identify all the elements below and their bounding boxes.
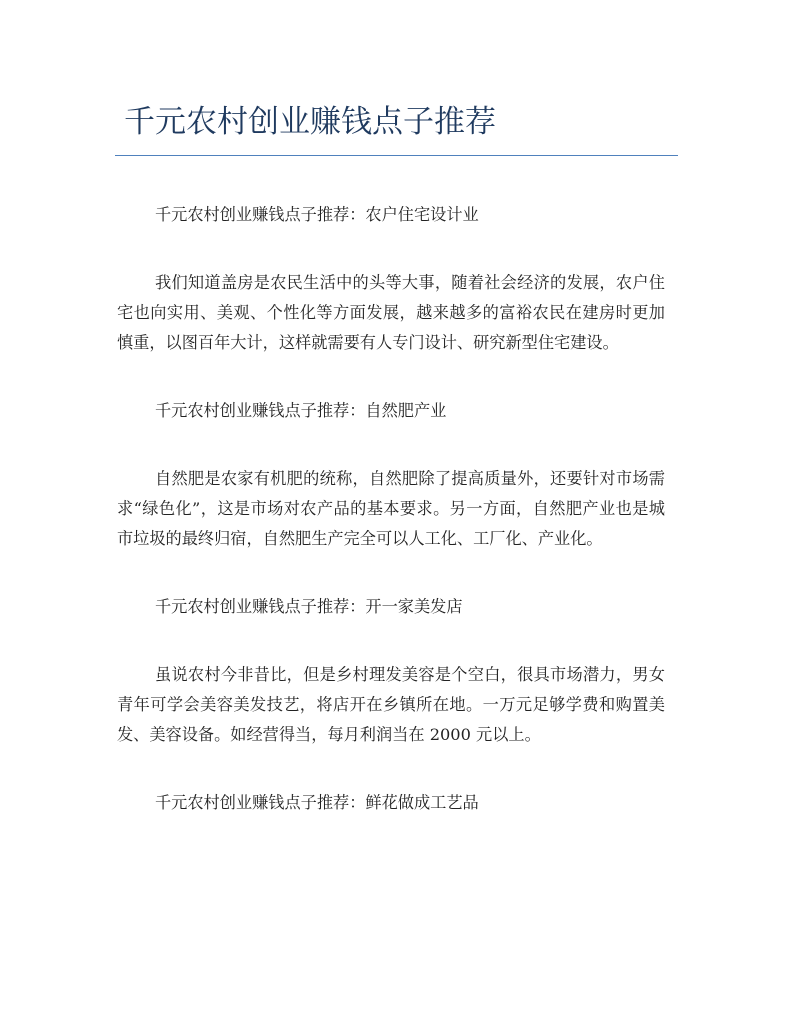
document-body — [117, 200, 665, 856]
section-heading-housing-design: 千元农村创业赚钱点子推荐：农户住宅设计业 — [155, 205, 479, 224]
section-heading-natural-fertilizer: 千元农村创业赚钱点子推荐：自然肥产业 — [155, 401, 447, 420]
section-body-housing-design: 我们知道盖房是农民生活中的头等大事，随着社会经济的发展，农户住宅也向实用、美观、个性化等方面发展，越来越多的富裕农民在建房时更加慎重，以图百年大计，这样就需要有人专门设计、研究新型住宅建设。 — [117, 273, 665, 352]
section-heading-hair-salon: 千元农村创业赚钱点子推荐：开一家美发店 — [155, 597, 463, 616]
section-heading-flower-crafts: 千元农村创业赚钱点子推荐：鲜花做成工艺品 — [155, 793, 479, 812]
section-body-hair-salon: 虽说农村今非昔比，但是乡村理发美容是个空白，很具市场潜力，男女青年可学会美容美发技艺，将店开在乡镇所在地。一万元足够学费和购置美发、美容设备。如经营得当，每月利润当在 2000 元以上。 — [117, 665, 665, 744]
document-title: 千元农村创业赚钱点子推荐 — [124, 104, 496, 140]
title-divider — [115, 155, 678, 156]
section-body-natural-fertilizer: 自然肥是农家有机肥的统称，自然肥除了提高质量外，还要针对市场需求“绿色化”，这是市场对农产品的基本要求。另一方面，自然肥产业也是城市垃圾的最终归宿，自然肥生产完全可以人工化、工厂化、产业化。 — [117, 469, 665, 548]
